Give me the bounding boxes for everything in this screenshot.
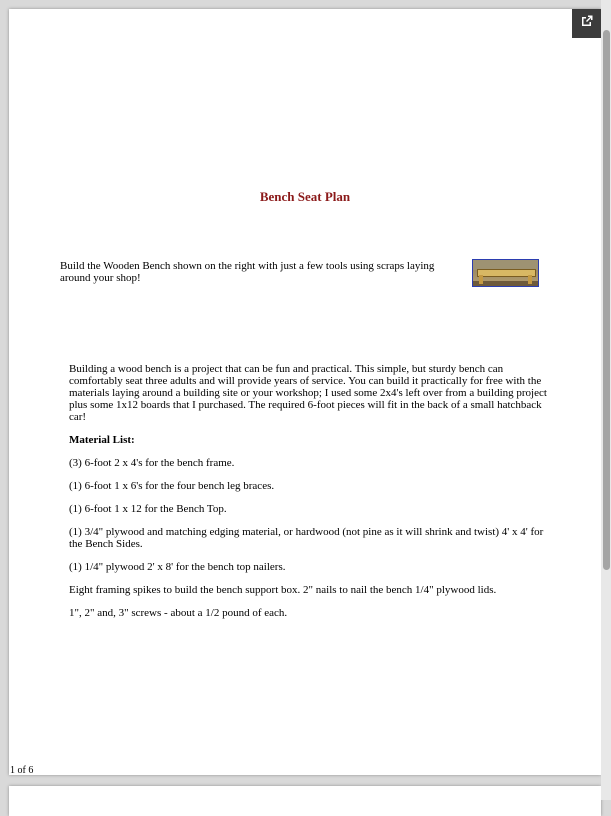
material-item: 1", 2" and, 3" screws - about a 1/2 pound of each. <box>69 607 288 619</box>
body-paragraph: Building a wood bench is a project that can be fun and practical. This simple, but sturdy bench can comfortably seat three adults and will provide years of service. You can build it practically for free with the materials laying around a building site or your workshop; I used some 2x4's left over from a building project plus some 1x12 boards that I purchased. The required 6-foot pieces will fit in the back of a small hatchback car! <box>69 363 547 423</box>
scrollbar-thumb[interactable] <box>603 30 610 570</box>
material-item: (3) 6-foot 2 x 4's for the bench frame. <box>69 457 235 469</box>
material-item: (1) 3/4" plywood and matching edging material, or hardwood (not pine as it will shrink and twist) 4' x 4' for the Bench Sides. <box>69 526 544 550</box>
material-item: (1) 6-foot 1 x 6's for the four bench leg braces. <box>69 480 275 492</box>
open-in-new-window-icon <box>579 13 595 34</box>
page-indicator: 1 of 6 <box>10 765 34 776</box>
popout-button[interactable] <box>572 9 601 38</box>
document-body <box>69 363 547 630</box>
document-page <box>9 9 601 775</box>
material-list-heading: Material List: <box>69 434 135 446</box>
material-item: (1) 1/4" plywood 2' x 8' for the bench top nailers. <box>69 561 286 573</box>
vertical-scrollbar[interactable] <box>601 0 611 800</box>
photo-bench-leg <box>479 275 483 284</box>
bench-photo-thumbnail[interactable] <box>472 259 539 287</box>
photo-bench-leg <box>528 275 532 284</box>
material-item: (1) 6-foot 1 x 12 for the Bench Top. <box>69 503 227 515</box>
intro-text: Build the Wooden Bench shown on the right with just a few tools using scraps laying around your shop! <box>60 260 435 284</box>
material-item: Eight framing spikes to build the bench support box. 2" nails to nail the bench 1/4" plywood lids. <box>69 584 497 596</box>
next-page-preview <box>9 786 601 816</box>
document-title: Bench Seat Plan <box>259 189 351 204</box>
